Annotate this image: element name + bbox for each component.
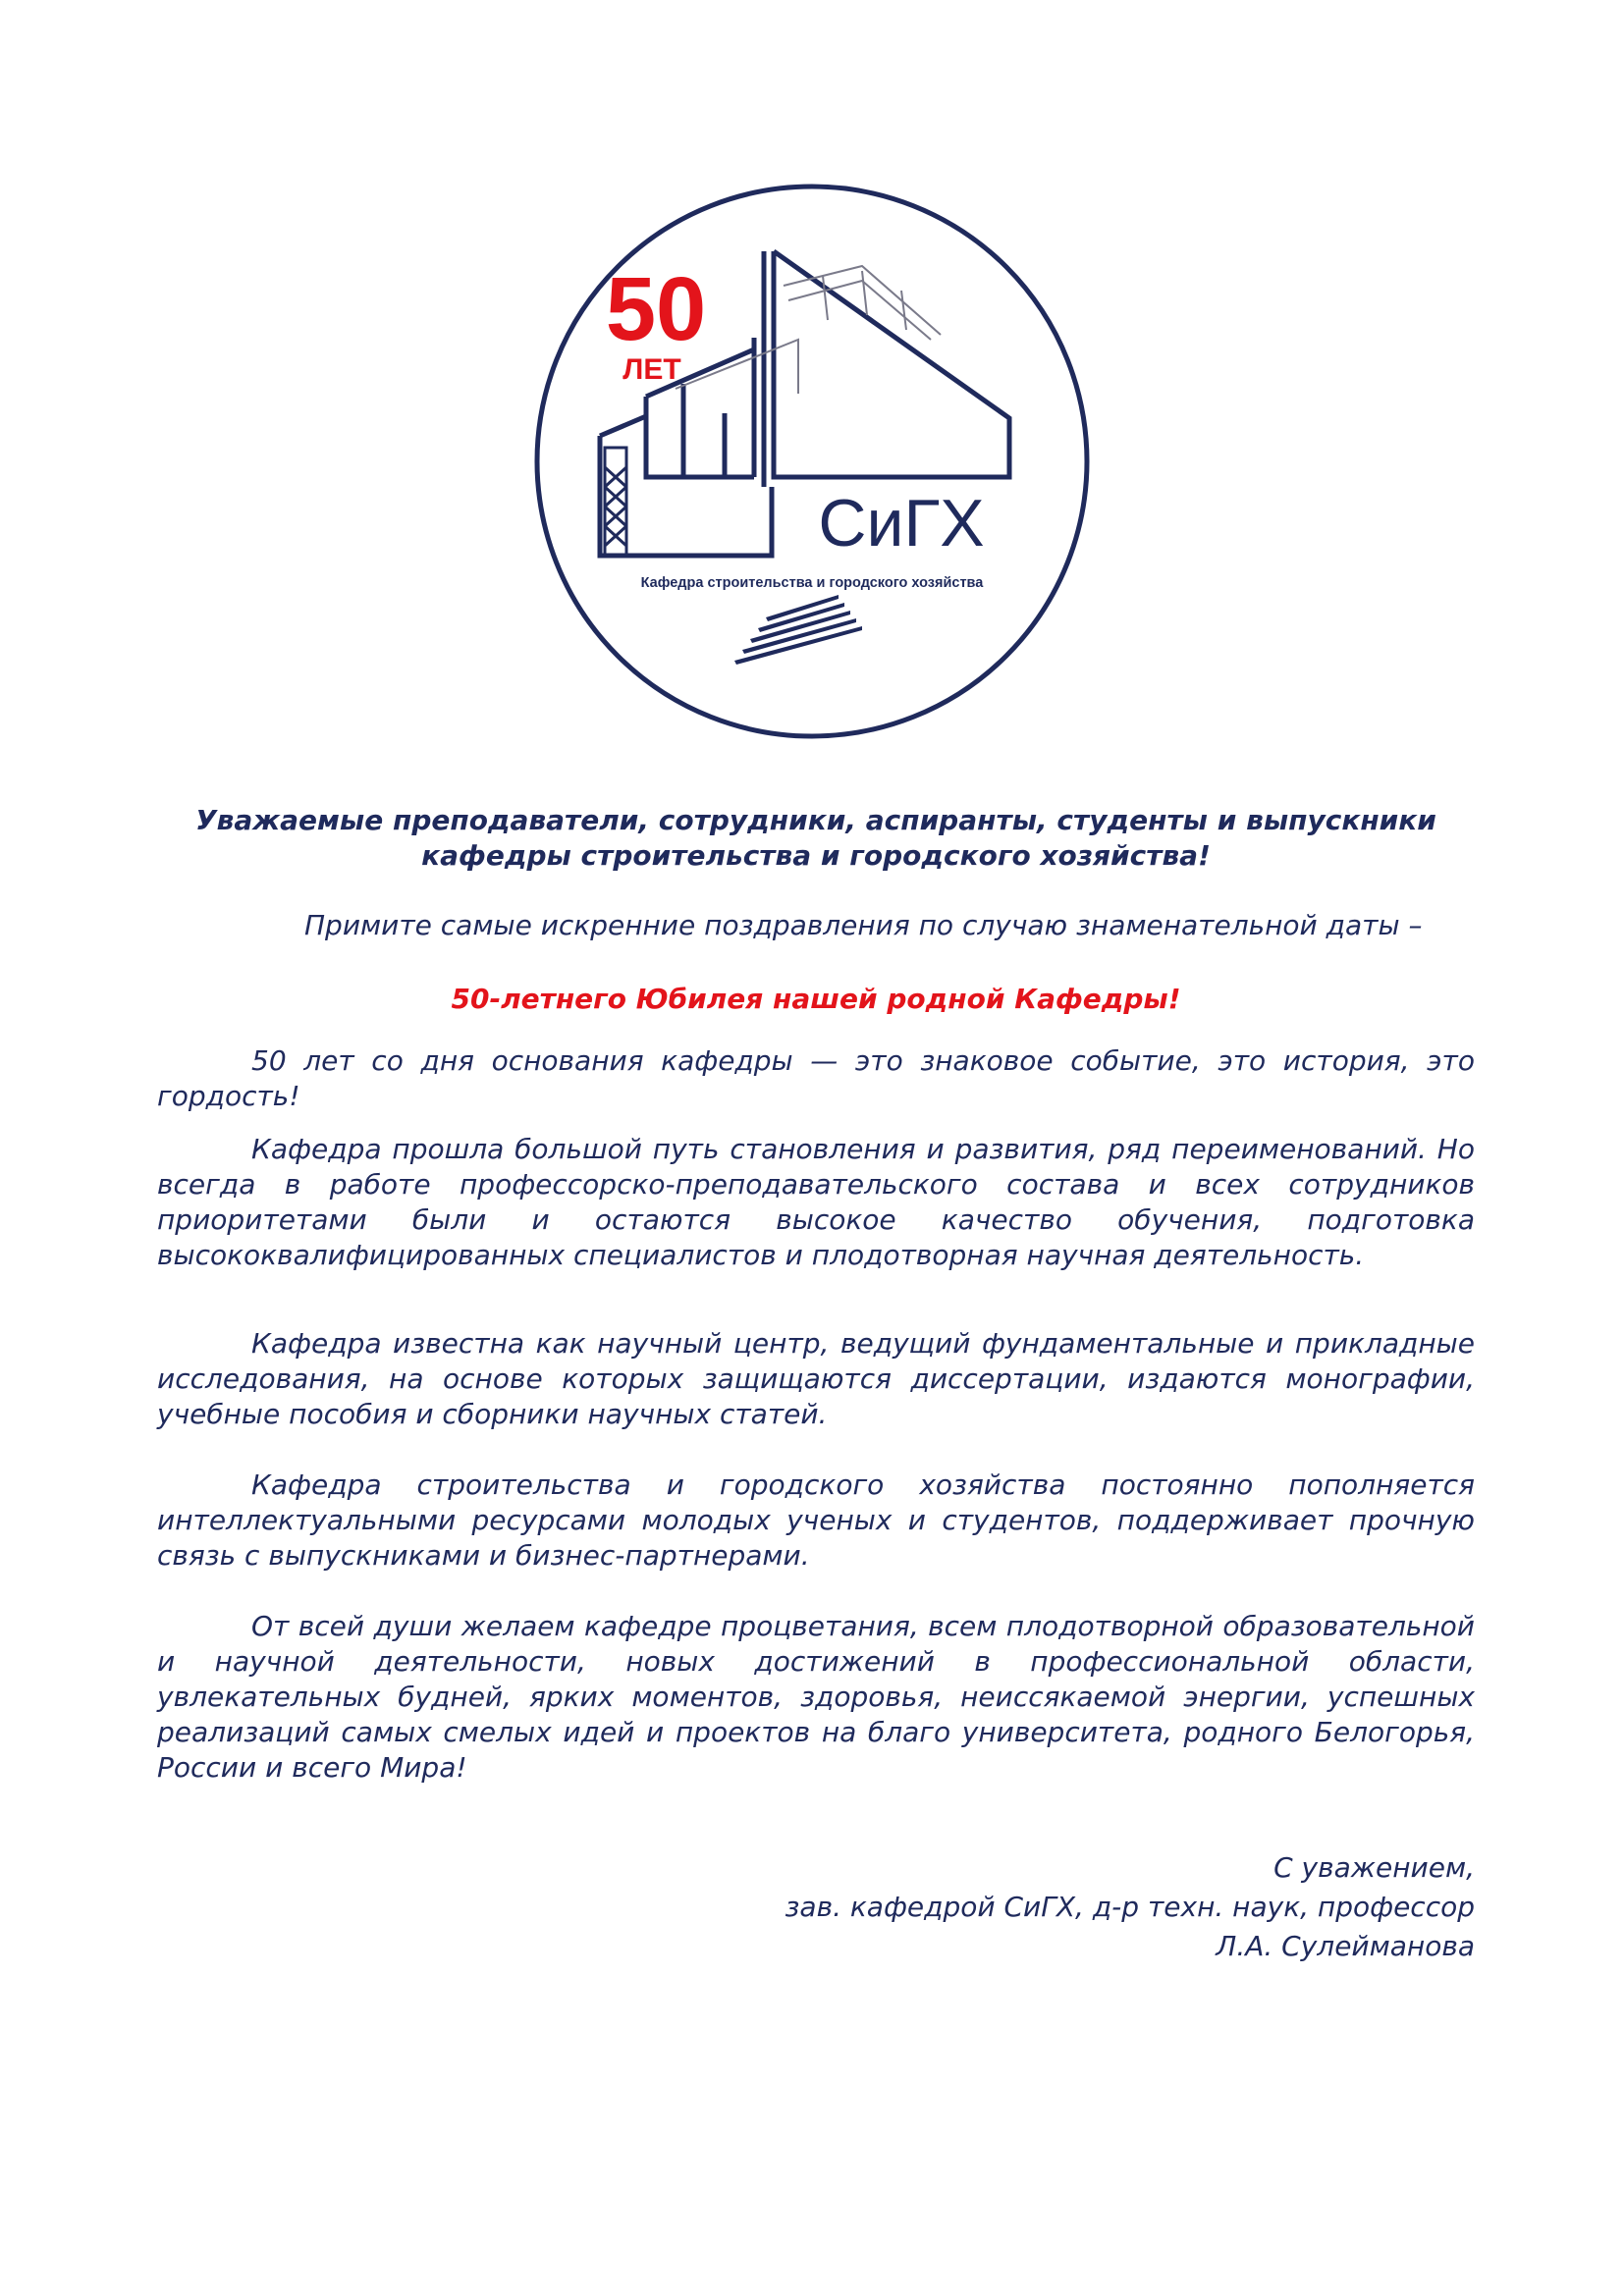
- congrats-line: Примите самые искренние поздравления по случаю знаменательной даты –: [304, 909, 1423, 941]
- greeting-line-2: кафедры строительства и городского хозяйства!: [421, 839, 1211, 872]
- paragraph-2: Кафедра прошла большой путь становления и развития, ряд переименований. Но всегда в работе профессорско-преподавательского состава и всех сотрудников приоритетами были и остаются высокое качество обучения, подготовка высококвалифицированных специалистов и плодотворная научная деятельность.: [157, 1133, 1475, 1271]
- signature-position: зав. кафедрой СиГХ, д-р техн. наук, профессор: [785, 1891, 1475, 1923]
- logo-emblem: [528, 183, 1096, 740]
- greeting: [157, 803, 1475, 874]
- logo-years-number: 50: [605, 259, 707, 359]
- logo-years-word: ЛЕТ: [623, 353, 681, 386]
- paragraph-5: От всей души желаем кафедре процветания, всем плодотворной образовательной и научной деятельности, новых достижений в профессиональной области, увлекательных будней, ярких моментов, здоровья, неиссякаемой энергии, успешных реализаций самых смелых идей и проектов на благо университета, родного Белогорья, России и всего Мира!: [157, 1610, 1475, 1784]
- paragraph-3: Кафедра известна как научный центр, ведущий фундаментальные и прикладные исследования, на основе которых защищаются диссертации, издаются монографии, учебные пособия и сборники научных статей.: [157, 1327, 1475, 1430]
- paragraph-4: Кафедра строительства и городского хозяйства постоянно пополняется интеллектуальными ресурсами молодых ученых и студентов, поддерживает прочную связь с выпускниками и бизнес-партнерами.: [157, 1468, 1475, 1572]
- logo-abbreviation: СиГХ: [818, 486, 985, 561]
- jubilee-line: 50-летнего Юбилея нашей родной Кафедры!: [451, 983, 1181, 1015]
- signature-closing: С уважением,: [1273, 1851, 1475, 1884]
- paragraph-1: 50 лет со дня основания кафедры — это знаковое событие, это история, это гордость!: [157, 1044, 1475, 1112]
- greeting-line-1: Уважаемые преподаватели, сотрудники, аспиранты, студенты и выпускники: [195, 804, 1436, 836]
- signature-block: [591, 1848, 1475, 1966]
- logo-caption: Кафедра строительства и городского хозяйства: [640, 575, 984, 591]
- department-logo: [528, 183, 1096, 740]
- signature-name: Л.А. Сулейманова: [1216, 1930, 1475, 1962]
